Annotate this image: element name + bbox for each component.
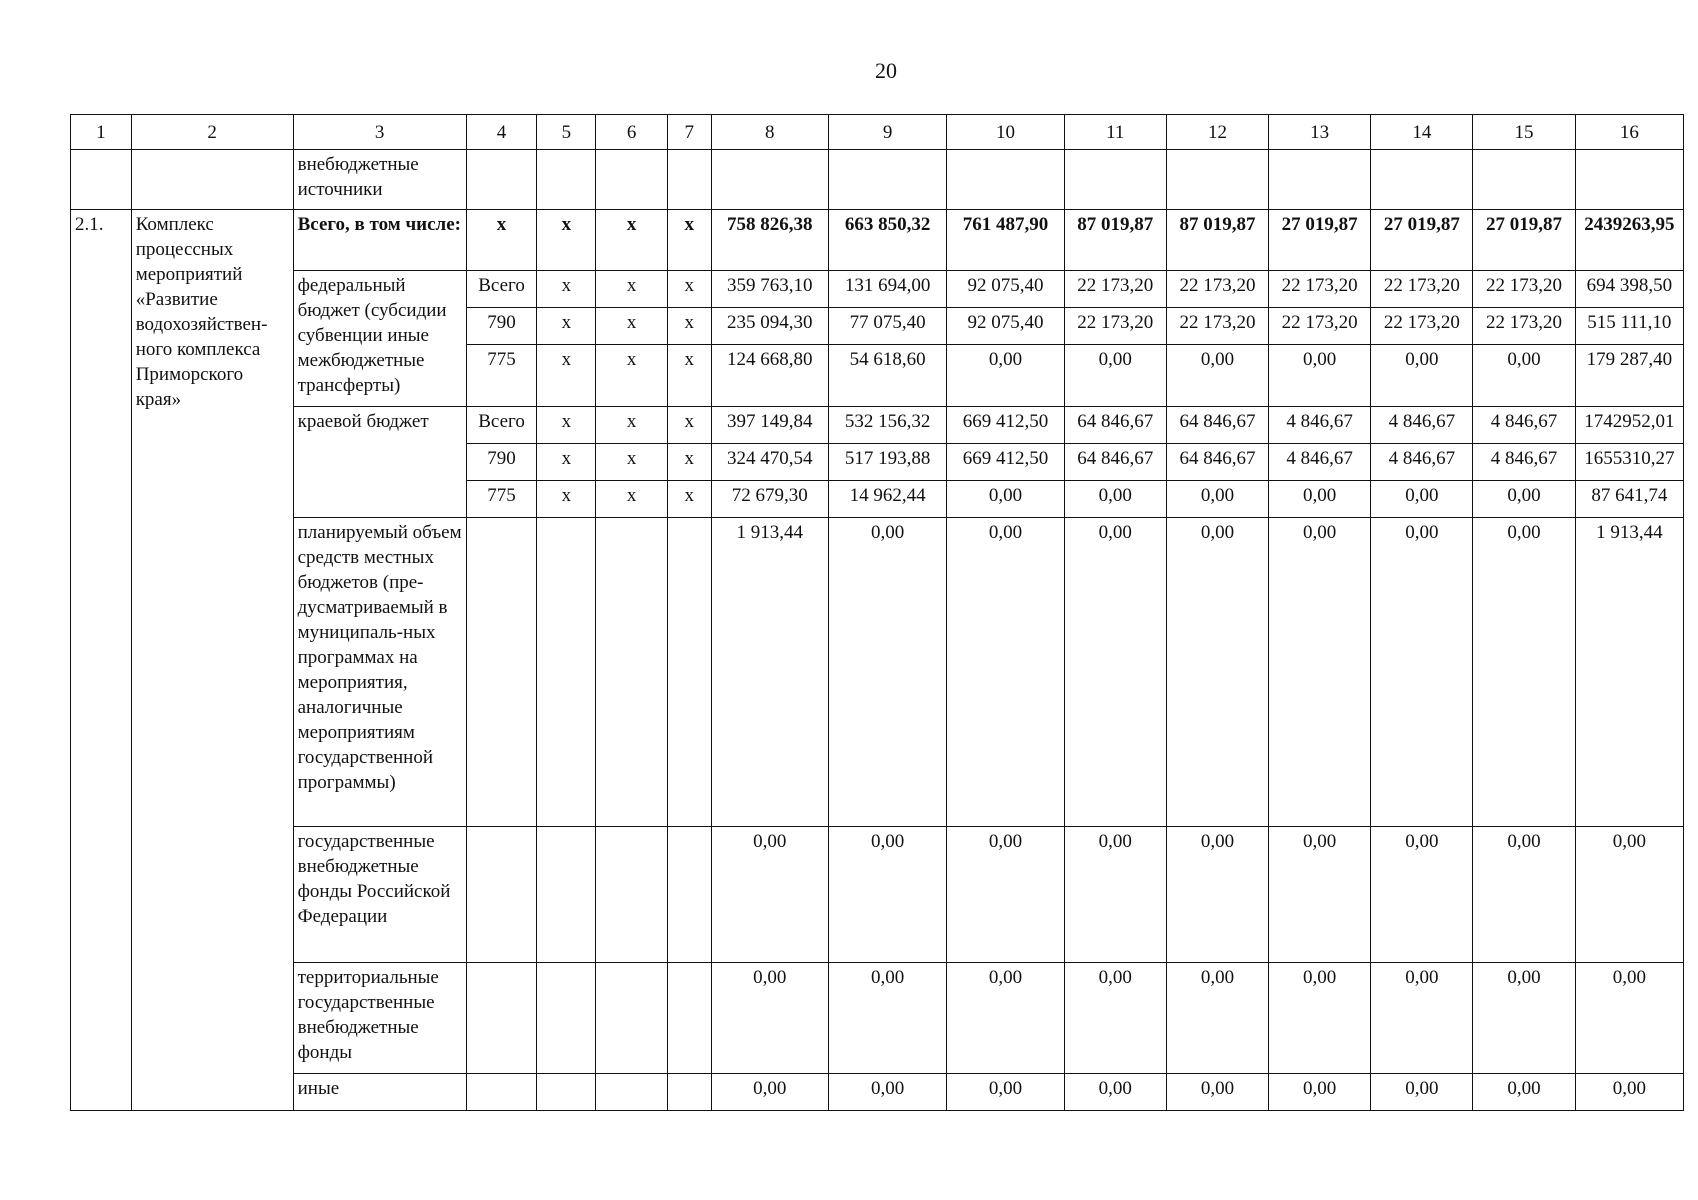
- header-cell: 10: [947, 115, 1064, 150]
- value-cell: 27 019,87: [1371, 210, 1473, 271]
- value-cell: 663 850,32: [828, 210, 946, 271]
- header-cell: 9: [828, 115, 946, 150]
- value-cell: 0,00: [1064, 345, 1166, 407]
- x-mark: х: [537, 308, 596, 345]
- value-cell: 0,00: [947, 1074, 1064, 1111]
- value-cell: 0,00: [1166, 827, 1268, 963]
- federal-label: федеральный бюджет (субсидии субвенции иные межбюджетные трансферты): [293, 271, 466, 407]
- total-row: [71, 210, 1684, 271]
- value-cell: 0,00: [1064, 1074, 1166, 1111]
- value-cell: 669 412,50: [947, 407, 1064, 444]
- value-cell: 14 962,44: [828, 481, 946, 518]
- x-mark: х: [668, 407, 712, 444]
- value-cell: 0,00: [1166, 963, 1268, 1074]
- header-cell: 11: [1064, 115, 1166, 150]
- value-cell: 0,00: [947, 827, 1064, 963]
- value-cell: 0,00: [1473, 963, 1575, 1074]
- territorial-funds-row: [71, 963, 1684, 1074]
- regional-row-total: [71, 407, 1684, 444]
- value-cell: 22 173,20: [1166, 271, 1268, 308]
- value-cell: 694 398,50: [1575, 271, 1683, 308]
- value-cell: 0,00: [947, 345, 1064, 407]
- value-cell: 0,00: [711, 963, 828, 1074]
- value-cell: 179 287,40: [1575, 345, 1683, 407]
- value-cell: 0,00: [1371, 963, 1473, 1074]
- header-cell: 3: [293, 115, 466, 150]
- value-cell: 0,00: [947, 963, 1064, 1074]
- value-cell: 669 412,50: [947, 444, 1064, 481]
- value-cell: 0,00: [1371, 827, 1473, 963]
- value-cell: 4 846,67: [1371, 444, 1473, 481]
- x-mark: х: [596, 271, 668, 308]
- code-cell: Всего: [466, 271, 537, 308]
- value-cell: 0,00: [1575, 963, 1683, 1074]
- table-row: [71, 150, 1684, 210]
- value-cell: 72 679,30: [711, 481, 828, 518]
- header-row: [71, 115, 1684, 150]
- other-row: [71, 1074, 1684, 1111]
- value-cell: 397 149,84: [711, 407, 828, 444]
- x-mark: х: [596, 308, 668, 345]
- header-cell: 12: [1166, 115, 1268, 150]
- value-cell: 0,00: [1473, 1074, 1575, 1111]
- value-cell: 77 075,40: [828, 308, 946, 345]
- value-cell: 64 846,67: [1064, 407, 1166, 444]
- item-name: Комплекс процессных мероприятий «Развитие водохозяйствен-ного комплекса Приморского края»: [131, 210, 293, 1111]
- header-cell: 14: [1371, 115, 1473, 150]
- value-cell: 0,00: [1269, 1074, 1371, 1111]
- value-cell: 22 173,20: [1371, 271, 1473, 308]
- value-cell: 0,00: [1575, 1074, 1683, 1111]
- code-cell: 790: [466, 444, 537, 481]
- x-mark: х: [537, 345, 596, 407]
- value-cell: 0,00: [1371, 345, 1473, 407]
- value-cell: 1655310,27: [1575, 444, 1683, 481]
- value-cell: 0,00: [1269, 518, 1371, 827]
- x-mark: х: [668, 345, 712, 407]
- value-cell: 0,00: [947, 518, 1064, 827]
- value-cell: 532 156,32: [828, 407, 946, 444]
- x-mark: х: [537, 271, 596, 308]
- x-mark: х: [668, 444, 712, 481]
- value-cell: 324 470,54: [711, 444, 828, 481]
- value-cell: 0,00: [1371, 518, 1473, 827]
- code-cell: 775: [466, 481, 537, 518]
- value-cell: 87 019,87: [1064, 210, 1166, 271]
- value-cell: 0,00: [1473, 345, 1575, 407]
- x-mark: х: [537, 444, 596, 481]
- local-label: планируемый объем средств местных бюджетов (пре-дусматриваемый в муниципаль-ных программах на мероприятия, аналогичные мероприятиям государственной программы): [293, 518, 466, 827]
- x-mark: х: [596, 345, 668, 407]
- value-cell: 87 641,74: [1575, 481, 1683, 518]
- value-cell: 22 173,20: [1064, 308, 1166, 345]
- state-funds-row: [71, 827, 1684, 963]
- value-cell: 0,00: [947, 481, 1064, 518]
- value-cell: 22 173,20: [1064, 271, 1166, 308]
- value-cell: 64 846,67: [1166, 407, 1268, 444]
- value-cell: 0,00: [828, 827, 946, 963]
- header-cell: 7: [668, 115, 712, 150]
- total-label: Всего, в том числе:: [293, 210, 466, 271]
- x-mark: х: [537, 481, 596, 518]
- header-cell: 4: [466, 115, 537, 150]
- value-cell: 1 913,44: [711, 518, 828, 827]
- value-cell: 0,00: [1473, 481, 1575, 518]
- value-cell: 0,00: [1371, 481, 1473, 518]
- territorial-funds-label: территориальные государственные внебюджетные фонды: [293, 963, 466, 1074]
- x-mark: х: [537, 210, 596, 271]
- value-cell: 4 846,67: [1269, 444, 1371, 481]
- value-cell: 517 193,88: [828, 444, 946, 481]
- page-number: 20: [875, 58, 897, 83]
- value-cell: 92 075,40: [947, 308, 1064, 345]
- value-cell: 64 846,67: [1064, 444, 1166, 481]
- value-cell: 1742952,01: [1575, 407, 1683, 444]
- x-mark: х: [596, 481, 668, 518]
- x-mark: х: [668, 481, 712, 518]
- value-cell: 359 763,10: [711, 271, 828, 308]
- value-cell: 758 826,38: [711, 210, 828, 271]
- value-cell: 0,00: [828, 518, 946, 827]
- value-cell: 1 913,44: [1575, 518, 1683, 827]
- value-cell: 22 173,20: [1166, 308, 1268, 345]
- header-cell: 8: [711, 115, 828, 150]
- value-cell: 0,00: [1269, 827, 1371, 963]
- value-cell: 54 618,60: [828, 345, 946, 407]
- value-cell: 0,00: [1064, 827, 1166, 963]
- value-cell: 64 846,67: [1166, 444, 1268, 481]
- regional-label: краевой бюджет: [293, 407, 466, 518]
- value-cell: 22 173,20: [1473, 308, 1575, 345]
- code-cell: 775: [466, 345, 537, 407]
- value-cell: 515 111,10: [1575, 308, 1683, 345]
- value-cell: 0,00: [1371, 1074, 1473, 1111]
- value-cell: 22 173,20: [1473, 271, 1575, 308]
- value-cell: 124 668,80: [711, 345, 828, 407]
- header-cell: 2: [131, 115, 293, 150]
- x-mark: х: [537, 407, 596, 444]
- value-cell: 22 173,20: [1269, 271, 1371, 308]
- value-cell: 0,00: [1064, 963, 1166, 1074]
- value-cell: 0,00: [1473, 827, 1575, 963]
- value-cell: 0,00: [711, 1074, 828, 1111]
- value-cell: 4 846,67: [1269, 407, 1371, 444]
- source-label: внебюджетные источники: [293, 150, 466, 210]
- value-cell: 0,00: [1575, 827, 1683, 963]
- value-cell: 0,00: [1269, 963, 1371, 1074]
- value-cell: 4 846,67: [1371, 407, 1473, 444]
- value-cell: 87 019,87: [1166, 210, 1268, 271]
- x-mark: х: [668, 210, 712, 271]
- header-cell: 13: [1269, 115, 1371, 150]
- value-cell: 0,00: [828, 1074, 946, 1111]
- value-cell: 22 173,20: [1269, 308, 1371, 345]
- code-cell: Всего: [466, 407, 537, 444]
- value-cell: 0,00: [1269, 345, 1371, 407]
- value-cell: 0,00: [1166, 518, 1268, 827]
- value-cell: 0,00: [1064, 518, 1166, 827]
- value-cell: 0,00: [1166, 481, 1268, 518]
- state-funds-label: государственные внебюджетные фонды Российской Федерации: [293, 827, 466, 963]
- value-cell: 131 694,00: [828, 271, 946, 308]
- value-cell: 0,00: [1166, 1074, 1268, 1111]
- value-cell: 0,00: [1473, 518, 1575, 827]
- value-cell: 0,00: [1166, 345, 1268, 407]
- value-cell: 0,00: [711, 827, 828, 963]
- item-number: 2.1.: [71, 210, 132, 1111]
- header-cell: 15: [1473, 115, 1575, 150]
- value-cell: 2439263,95: [1575, 210, 1683, 271]
- value-cell: 0,00: [1064, 481, 1166, 518]
- value-cell: 27 019,87: [1269, 210, 1371, 271]
- value-cell: 761 487,90: [947, 210, 1064, 271]
- budget-table: [70, 114, 1684, 1111]
- other-label: иные: [293, 1074, 466, 1111]
- header-cell: 1: [71, 115, 132, 150]
- value-cell: 4 846,67: [1473, 444, 1575, 481]
- local-budget-row: [71, 518, 1684, 827]
- value-cell: 0,00: [1269, 481, 1371, 518]
- header-cell: 6: [596, 115, 668, 150]
- x-mark: х: [668, 271, 712, 308]
- value-cell: 27 019,87: [1473, 210, 1575, 271]
- value-cell: 22 173,20: [1371, 308, 1473, 345]
- x-mark: х: [596, 444, 668, 481]
- value-cell: 92 075,40: [947, 271, 1064, 308]
- value-cell: 235 094,30: [711, 308, 828, 345]
- x-mark: х: [596, 407, 668, 444]
- value-cell: 4 846,67: [1473, 407, 1575, 444]
- header-cell: 5: [537, 115, 596, 150]
- value-cell: 0,00: [828, 963, 946, 1074]
- x-mark: х: [668, 308, 712, 345]
- x-mark: х: [466, 210, 537, 271]
- federal-row-total: [71, 271, 1684, 308]
- header-cell: 16: [1575, 115, 1683, 150]
- x-mark: х: [596, 210, 668, 271]
- code-cell: 790: [466, 308, 537, 345]
